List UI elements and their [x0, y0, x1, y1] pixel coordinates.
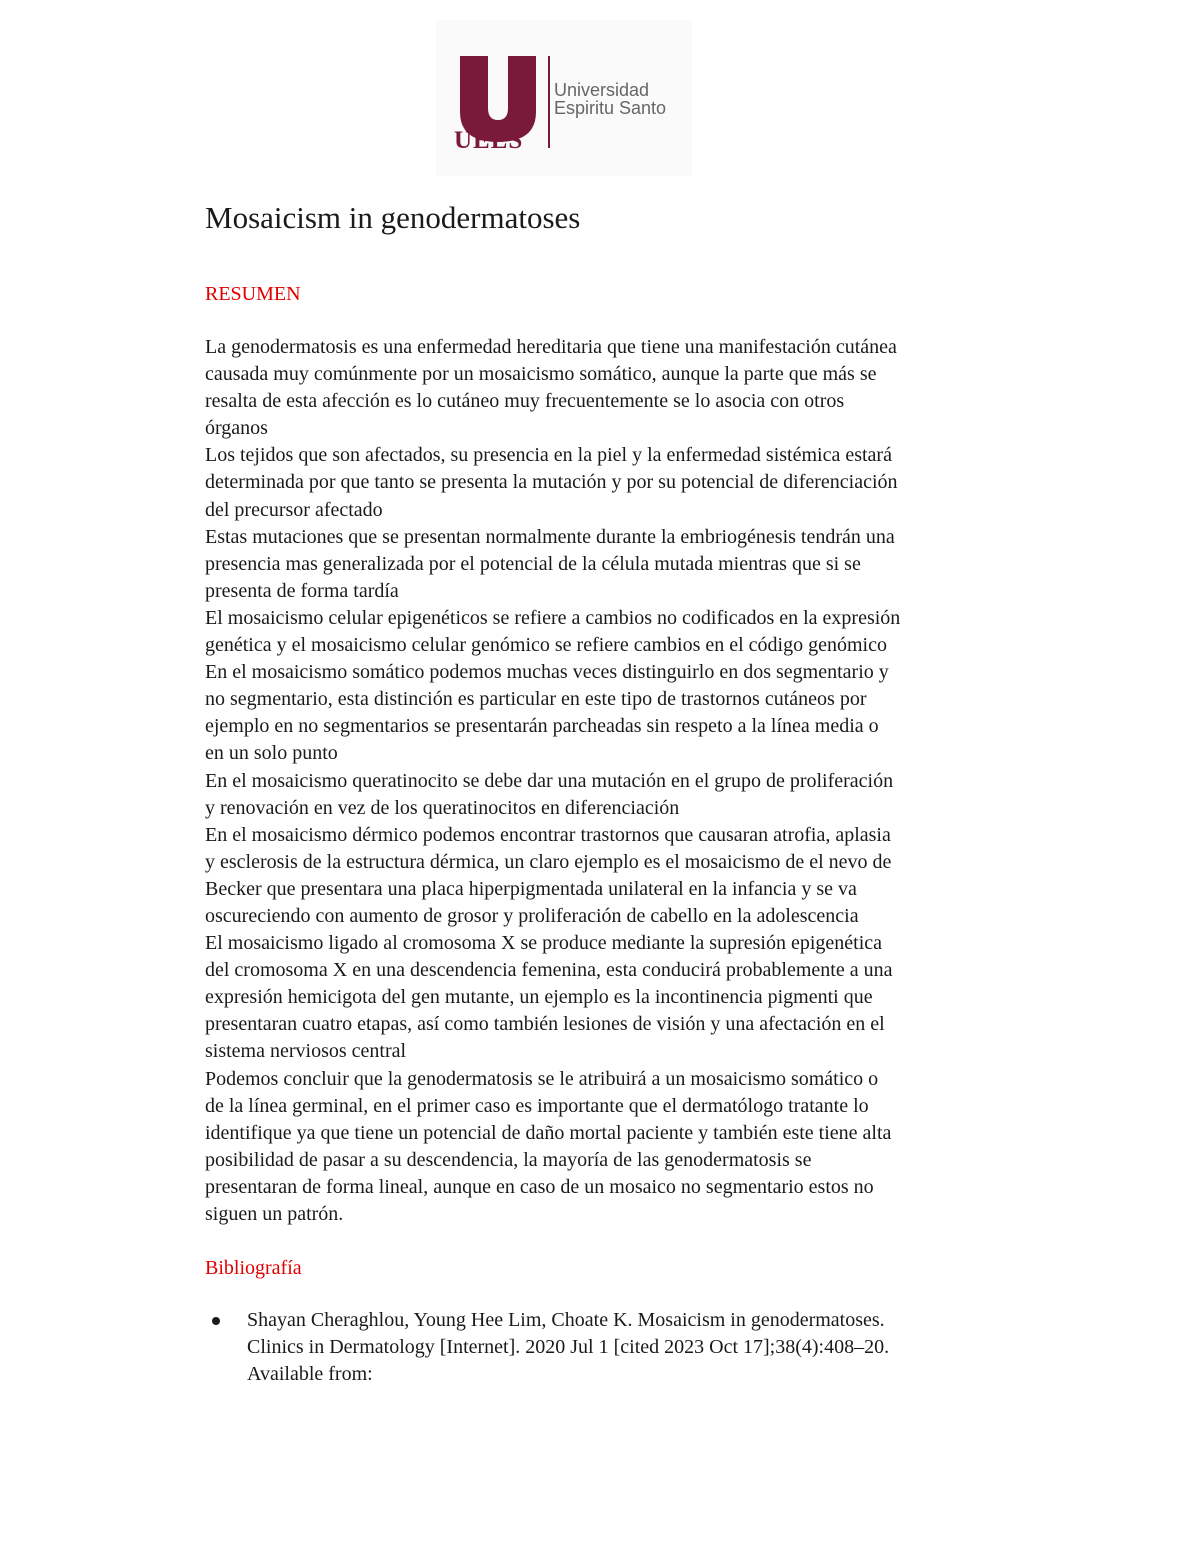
summary-line: En el mosaicismo queratinocito se debe dar una mutación en el grupo de proliferación: [205, 769, 894, 792]
summary-line: Podemos concluir que la genodermatosis se le atribuirá a un mosaicismo somático o: [205, 1067, 879, 1090]
summary-line: En el mosaicismo dérmico podemos encontrar trastornos que causaran atrofia, aplasia: [205, 823, 891, 846]
summary-heading: RESUMEN: [205, 283, 301, 305]
uees-logo-graphic: [436, 20, 692, 176]
summary-line: resalta de esta afección es lo cutáneo muy frecuentemente se lo asocia con otros: [205, 390, 845, 413]
summary-line: La genodermatosis es una enfermedad hereditaria que tiene una manifestación cutánea: [205, 336, 897, 358]
bullet-icon: [212, 1317, 220, 1325]
summary-line: y esclerosis de la estructura dérmica, un claro ejemplo es el mosaicismo de el nevo de: [205, 850, 892, 873]
summary-line: posibilidad de pasar a su descendencia, la mayoría de las genodermatosis se: [205, 1148, 812, 1171]
summary-line: determinada por que tanto se presenta la mutación y por su potencial de diferenciación: [205, 471, 898, 494]
summary-line: El mosaicismo ligado al cromosoma X se produce mediante la supresión epigenética: [205, 932, 883, 955]
logo-acronym: UEES: [454, 127, 524, 154]
logo-name-line1: Universidad: [554, 80, 650, 100]
university-logo: [436, 20, 692, 176]
summary-line: de la línea germinal, en el primer caso es importante que el dermatólogo tratante lo: [205, 1094, 869, 1117]
summary-line: presentaran de forma lineal, aunque en caso de un mosaico no segmentario estos no: [205, 1175, 874, 1198]
bibliography-line: Available from:: [247, 1363, 373, 1386]
summary-body: [205, 334, 1035, 1228]
summary-line: presencia mas generalizada por el potencial de la célula mutada mientras que si se: [205, 552, 861, 575]
summary-line: del cromosoma X en una descendencia femenina, esta conducirá probablemente a una: [205, 959, 893, 982]
bibliography-line: Shayan Cheraghlou, Young Hee Lim, Choate K. Mosaicism in genodermatoses.: [247, 1309, 885, 1331]
summary-line: órganos: [205, 417, 268, 440]
summary-line: Estas mutaciones que se presentan normalmente durante la embriogénesis tendrán una: [205, 525, 895, 548]
logo-name-line2: Espiritu Santo: [554, 98, 667, 118]
document-title: Mosaicism in genodermatoses: [205, 200, 581, 235]
summary-line: no segmentario, esta distinción es particular en este tipo de trastornos cutáneos por: [205, 688, 867, 711]
summary-line: presenta de forma tardía: [205, 579, 399, 602]
summary-line: siguen un patrón.: [205, 1203, 344, 1225]
summary-line: del precursor afectado: [205, 498, 383, 521]
summary-line: causada muy comúnmente por un mosaicismo somático, aunque la parte que más se: [205, 363, 877, 386]
summary-line: Becker que presentara una placa hiperpigmentada unilateral en la infancia y se va: [205, 877, 857, 900]
summary-line: presentaran cuatro etapas, así como también lesiones de visión y una afectación en el: [205, 1013, 885, 1036]
summary-line: identifique ya que tiene un potencial de daño mortal paciente y también este tiene alta: [205, 1121, 892, 1144]
summary-line: y renovación en vez de los queratinocitos en diferenciación: [205, 796, 680, 819]
summary-line: En el mosaicismo somático podemos muchas veces distinguirlo en dos segmentario y: [205, 661, 889, 684]
summary-line: expresión hemicigota del gen mutante, un ejemplo es la incontinencia pigmenti que: [205, 986, 873, 1009]
summary-line: Los tejidos que son afectados, su presencia en la piel y la enfermedad sistémica estará: [205, 444, 892, 467]
logo-divider: [548, 56, 550, 148]
bibliography-heading: Bibliografía: [205, 1257, 302, 1279]
summary-line: oscureciendo con aumento de grosor y proliferación de cabello en la adolescencia: [205, 904, 859, 927]
summary-line: sistema nerviosos central: [205, 1040, 407, 1063]
summary-line: ejemplo en no segmentarios se presentarán parcheadas sin respeto a la línea media o: [205, 715, 879, 738]
bibliography-line: Clinics in Dermatology [Internet]. 2020 Jul 1 [cited 2023 Oct 17];38(4):408–20.: [247, 1336, 890, 1359]
summary-line: en un solo punto: [205, 742, 338, 765]
summary-line: El mosaicismo celular epigenéticos se refiere a cambios no codificados en la expresión: [205, 606, 901, 629]
bibliography-entry: [205, 1307, 1035, 1388]
summary-line: genética y el mosaicismo celular genómico se refiere cambios en el código genómico: [205, 634, 887, 657]
bibliography-list: [205, 1307, 1035, 1388]
